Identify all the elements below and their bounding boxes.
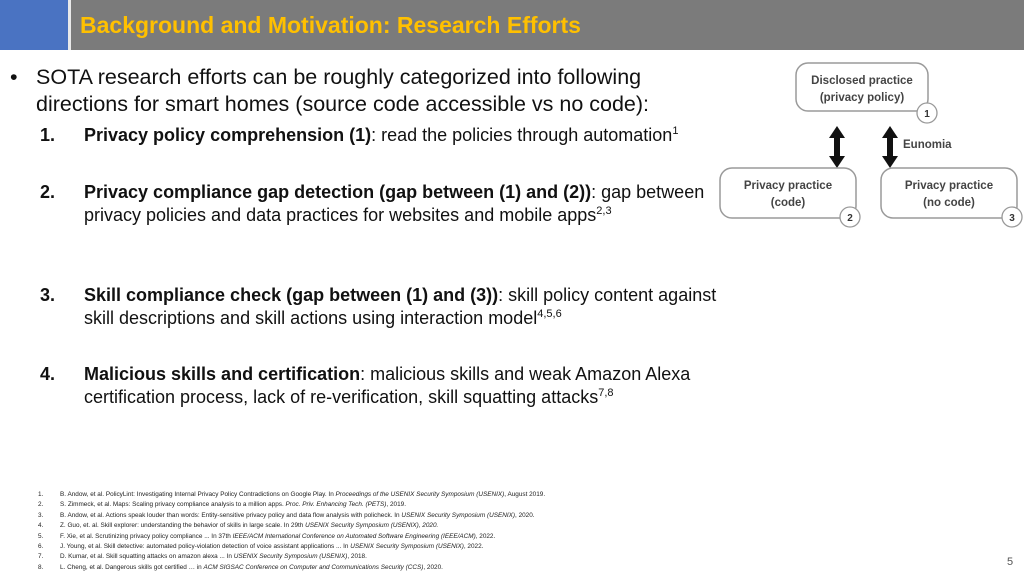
arrow-right-double [882,126,898,168]
reference-venue: USENIX Security Symposium (USENIX), 2020. [305,522,439,530]
reference [38,521,938,531]
eunomia-label: Eunomia [903,139,952,151]
arrow-left-double [829,126,845,168]
slide-title: Background and Motivation: Research Efforts [80,12,581,38]
reference [38,563,938,573]
reference-authors: B. Andow, et al. Actions speak louder than words: Entity-sensitive privacy policy and data flow analysis with policheck. In [60,511,402,519]
item-title: Privacy compliance gap detection (gap between (1) and (2)) [84,182,592,202]
reference-venue: USENIX Security Symposium (USENIX) [401,511,516,519]
reference-authors: L. Cheng, et al. Dangerous skills got certified … in [60,563,204,571]
title-bar-separator [68,0,71,50]
reference-text [60,501,406,508]
item-number: 4. [40,364,56,384]
item-description: : skill policy content against skill descriptions and skill actions using interaction model [84,285,717,328]
item-citation: 2,3 [596,205,612,217]
reference [38,552,938,562]
item-description: : malicious skills and weak Amazon Alexa certification process, lack of re-verification, skill squatting attacks [84,364,691,407]
item-number: 2. [40,182,56,202]
reference-date: , 2022. [463,543,484,551]
reference-venue: Proc. Priv. Enhancing Tech. (PETS) [285,501,387,509]
list-item [40,284,730,330]
item-number: 3. [40,285,56,305]
item-body [84,124,730,147]
item-description: : gap between privacy policies and data practices for websites and mobile apps [84,182,705,225]
privacy-practice-code-box [720,168,856,218]
title-bar-accent [0,0,68,50]
item-title: Malicious skills and certification [84,364,361,384]
reference [38,500,938,510]
reference-number: 4. [38,522,44,530]
privacy-practice-code-label: Privacy practice [743,180,833,192]
reference-date: , August 2019. [504,491,546,498]
reference-date: , 2020. [515,511,535,519]
reference-number: 1. [38,491,44,498]
item-title: Skill compliance check (gap between (1) and (3)) [84,285,499,305]
reference-authors: B. Andow, et al. PolicyLint: Investigating Internal Privacy Policy Contradictions on Google Play. In [60,491,336,498]
reference-text [60,512,535,519]
reference-venue: IEEE/ACM International Conference on Automated Software Engineering (IEEE/ACM) [232,532,476,540]
disclosed-practice-label: Disclosed practice [811,75,913,87]
intro-text: SOTA research efforts can be roughly categorized into following directions for smart homes (source code accessible vs no code): [36,65,650,116]
badge-1-number: 1 [924,109,930,120]
item-citation: 1 [672,125,679,137]
reference-venue: USENIX Security Symposium (USENIX) [350,543,464,551]
privacy-practice-nocode-sublabel: (no code) [923,197,975,209]
item-body [84,363,730,409]
reference-number: 5. [38,532,44,540]
reference-text [60,522,438,529]
reference-number: 7. [38,553,44,561]
reference-date: , 2018. [347,553,367,561]
reference-number: 6. [38,543,44,551]
reference-authors: D. Kumar, et al. Skill squatting attacks on amazon alexa ... In [60,553,234,561]
reference-date: , 2019. [386,501,406,509]
item-body [84,284,730,330]
list-item [40,124,730,147]
list-item [40,181,730,227]
page-number: 5 [1007,556,1014,568]
disclosed-practice-sublabel: (privacy policy) [819,92,905,104]
title-bar [0,0,1024,50]
reference-authors: J. Young, et al. Skill detective: automated policy-violation detection of voice assistant applications ... In [60,543,351,551]
reference-text [60,543,483,550]
reference-venue: USENIX Security Symposium (USENIX) [233,553,348,561]
item-title: Privacy policy comprehension (1) [84,125,372,145]
reference-venue: ACM SIGSAC Conference on Computer and Communications Security (CCS) [203,563,424,571]
reference-authors: Z. Guo, et. al. Skill explorer: understanding the behavior of skills in large scale. In 29th [60,522,306,530]
privacy-practice-diagram [716,60,1024,235]
item-body [84,181,730,227]
privacy-practice-nocode-box [881,168,1017,218]
reference [38,542,938,552]
item-number: 1. [40,125,56,145]
bullet-dot: • [10,65,18,89]
reference-text [60,564,443,571]
reference [38,490,938,500]
reference-text [60,491,545,498]
references-list [38,490,938,573]
reference-venue: Proceedings of the USENIX Security Symposium (USENIX) [335,491,505,498]
reference-number: 3. [38,511,44,519]
item-citation: 7,8 [598,387,614,399]
privacy-practice-code-sublabel: (code) [770,197,806,209]
reference-number: 8. [38,563,44,571]
privacy-practice-nocode-label: Privacy practice [904,180,994,192]
badge-2-number: 2 [847,213,853,224]
reference [38,511,938,521]
reference-date: , 2020. [423,563,443,571]
reference-text [60,533,495,540]
reference-number: 2. [38,501,44,509]
item-description: : read the policies through automation [371,125,673,145]
item-citation: 4,5,6 [537,308,562,320]
reference-authors: F. Xie, et al. Scrutinizing privacy policy compliance ... In 37th [60,532,233,540]
list-item [40,363,730,409]
reference-date: , 2022. [475,532,496,540]
badge-3-number: 3 [1009,213,1015,224]
reference-authors: S. Zimmeck, et al. Maps: Scaling privacy compliance analysis to a million apps. [60,501,286,509]
reference-text [60,553,367,560]
reference [38,532,938,542]
intro-bullet [10,64,720,118]
